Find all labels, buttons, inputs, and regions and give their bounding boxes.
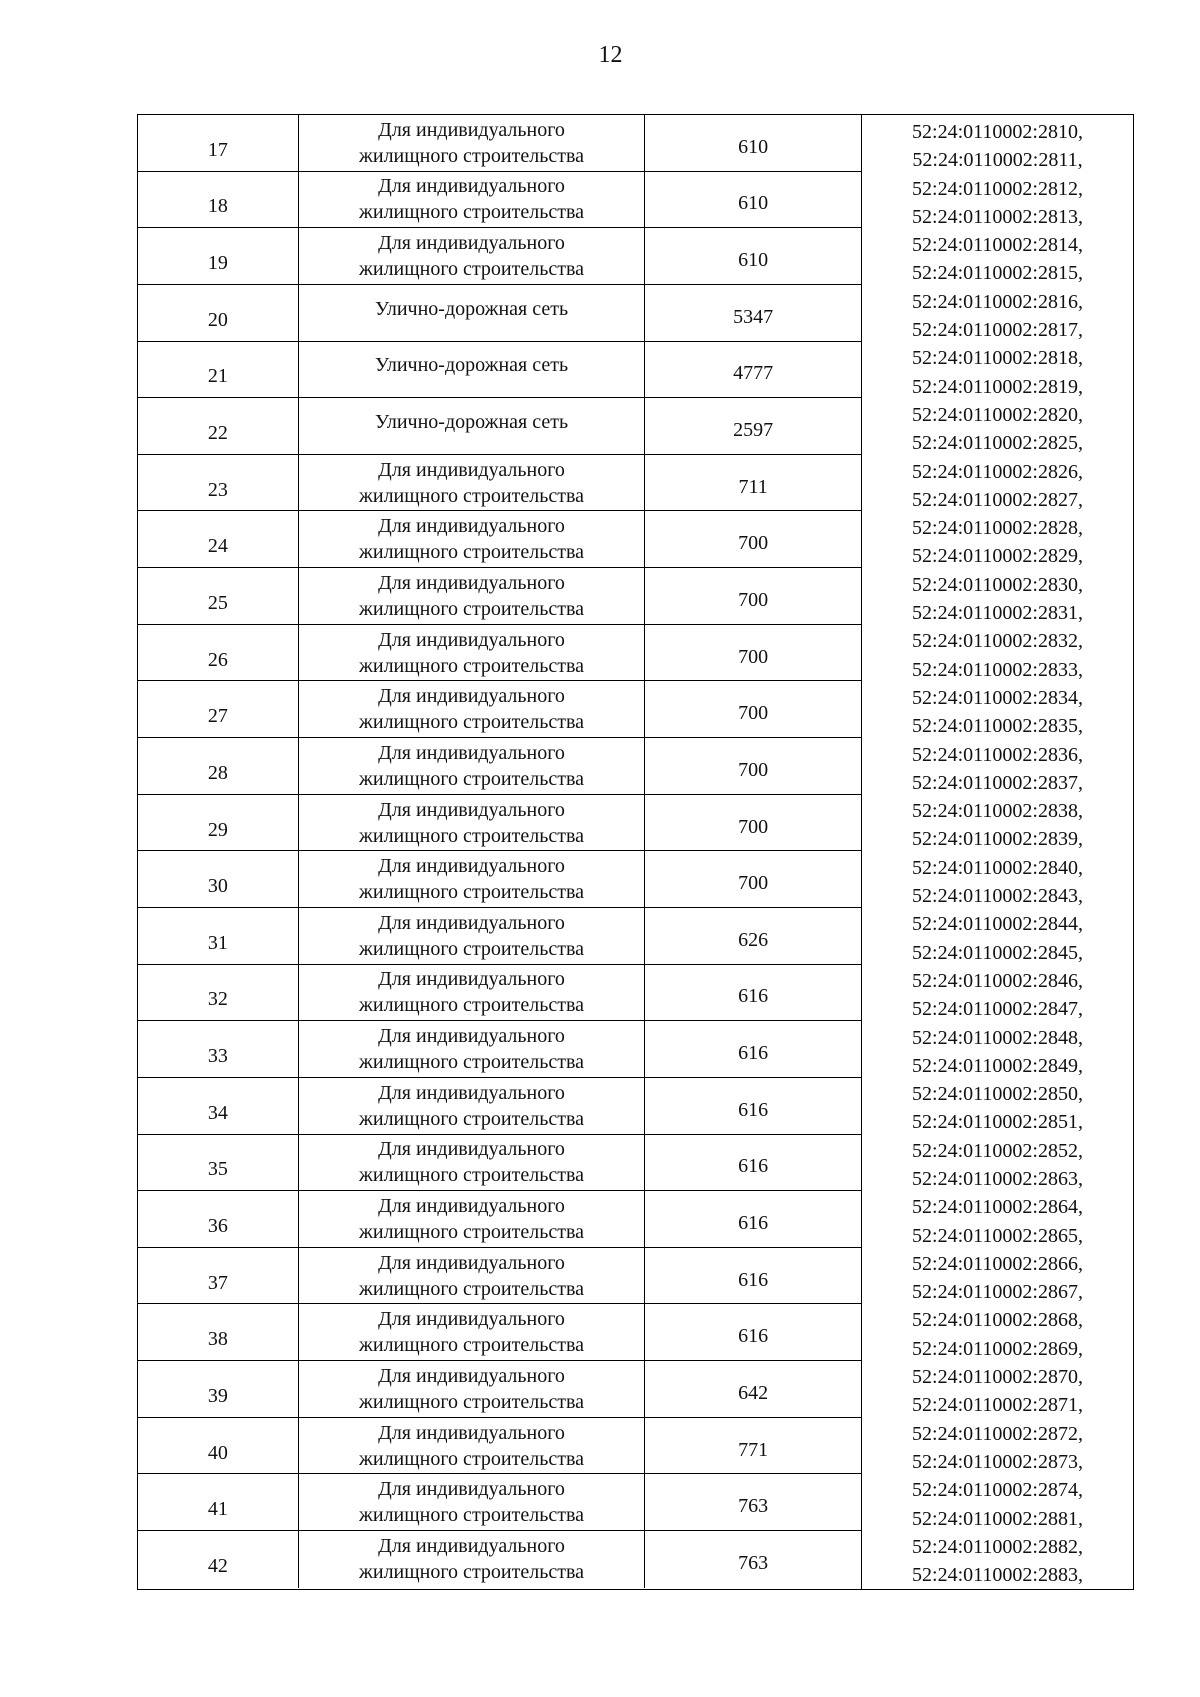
row-number: 37 [138, 1248, 299, 1304]
row-number: 17 [138, 115, 299, 171]
cadastral-number: 52:24:0110002:2832, [912, 630, 1083, 653]
land-use-line-2: жилищного строительства [359, 937, 585, 960]
table-row [138, 908, 861, 965]
land-use-cell [299, 1078, 646, 1134]
land-use-line-2: жилищного строительства [359, 1051, 585, 1074]
table-row [138, 1474, 861, 1531]
land-use-line-1: Для индивидуального [378, 571, 565, 594]
land-use-line-1: Для индивидуального [378, 1308, 565, 1331]
area-value: 700 [738, 872, 769, 895]
row-number: 24 [138, 511, 299, 567]
table-row [138, 965, 861, 1022]
land-use-cell [299, 625, 646, 681]
cadastral-number: 52:24:0110002:2867, [912, 1281, 1083, 1304]
row-number: 32 [138, 965, 299, 1021]
land-use-cell [299, 568, 646, 624]
land-use-cell [299, 455, 646, 511]
cadastral-number: 52:24:0110002:2847, [912, 998, 1083, 1021]
land-use-cell [299, 398, 646, 454]
row-number: 35 [138, 1135, 299, 1191]
land-use-cell [299, 965, 646, 1021]
cadastral-number: 52:24:0110002:2810, [912, 121, 1083, 143]
row-number: 31 [138, 908, 299, 964]
land-use-line-2: жилищного строительства [359, 1220, 585, 1243]
cadastral-number: 52:24:0110002:2811, [912, 149, 1083, 172]
land-use-cell [299, 1531, 646, 1588]
land-use-cell [299, 1304, 646, 1360]
cadastral-number: 52:24:0110002:2830, [912, 573, 1083, 596]
land-use-cell [299, 115, 646, 171]
row-number: 40 [138, 1418, 299, 1474]
area-value: 616 [738, 1155, 769, 1178]
land-use-line-1: Для индивидуального [378, 741, 565, 764]
table-row [138, 1418, 861, 1475]
land-use-line-2: жилищного строительства [359, 767, 585, 790]
cadastral-number: 52:24:0110002:2848, [912, 1026, 1083, 1049]
land-use-line-2: жилищного строительства [359, 597, 585, 620]
page-number: 12 [598, 42, 623, 68]
land-use-line-1: Для индивидуального [378, 458, 565, 481]
cadastral-number: 52:24:0110002:2871, [912, 1394, 1083, 1417]
cadastral-number: 52:24:0110002:2866, [912, 1252, 1083, 1275]
row-number: 18 [138, 172, 299, 228]
land-use-cell [299, 738, 646, 794]
parcel-rows [138, 115, 862, 1589]
area-value: 616 [738, 1325, 769, 1348]
land-use-line-1: Улично-дорожная сеть [374, 411, 569, 434]
table-row [138, 625, 861, 682]
cadastral-number: 52:24:0110002:2833, [912, 658, 1083, 681]
table-row [138, 342, 861, 399]
cadastral-number: 52:24:0110002:2839, [912, 828, 1083, 851]
area-value: 616 [738, 1098, 769, 1121]
cadastral-number: 52:24:0110002:2814, [912, 234, 1083, 257]
row-number: 36 [138, 1191, 299, 1247]
land-use-cell [299, 1135, 646, 1191]
cadastral-number: 52:24:0110002:2845, [912, 941, 1083, 964]
land-use-cell [299, 228, 646, 284]
row-number: 19 [138, 228, 299, 284]
table-row [138, 1191, 861, 1248]
row-number: 33 [138, 1021, 299, 1077]
land-use-line-1: Для индивидуального [378, 855, 565, 878]
cadastral-number: 52:24:0110002:2825, [912, 432, 1083, 455]
table-row [138, 1248, 861, 1305]
table-row [138, 1078, 861, 1135]
area-value: 2597 [733, 419, 774, 442]
land-use-line-2: жилищного строительства [359, 824, 585, 847]
cadastral-number: 52:24:0110002:2812, [912, 177, 1083, 200]
area-value: 771 [738, 1438, 769, 1461]
cadastral-number: 52:24:0110002:2868, [912, 1309, 1083, 1332]
land-use-line-2: жилищного строительства [359, 1277, 585, 1300]
area-value: 610 [738, 192, 769, 215]
land-use-line-1: Для индивидуального [378, 1421, 565, 1444]
row-number: 26 [138, 625, 299, 681]
area-value: 5347 [733, 305, 774, 328]
area-value: 610 [738, 135, 769, 158]
table-row [138, 795, 861, 852]
cadastral-number: 52:24:0110002:2852, [912, 1139, 1083, 1162]
land-use-line-2: жилищного строительства [359, 881, 585, 904]
cadastral-number: 52:24:0110002:2872, [912, 1422, 1083, 1445]
land-use-line-1: Для индивидуального [378, 1194, 565, 1217]
land-use-line-1: Для индивидуального [378, 685, 565, 708]
cadastral-number: 52:24:0110002:2882, [912, 1535, 1083, 1558]
cadastral-number: 52:24:0110002:2846, [912, 969, 1083, 992]
table-row [138, 1304, 861, 1361]
land-use-cell [299, 1474, 646, 1530]
area-value: 711 [738, 475, 768, 498]
land-use-line-1: Для индивидуального [378, 1081, 565, 1104]
land-use-line-1: Для индивидуального [378, 515, 565, 538]
cadastral-number: 52:24:0110002:2834, [912, 686, 1083, 709]
land-use-line-1: Для индивидуального [378, 628, 565, 651]
cadastral-number: 52:24:0110002:2851, [912, 1111, 1083, 1134]
land-use-cell [299, 1021, 646, 1077]
cadastral-number: 52:24:0110002:2850, [912, 1083, 1083, 1106]
cadastral-number: 52:24:0110002:2826, [912, 460, 1083, 483]
land-use-line-1: Для индивидуального [378, 968, 565, 991]
land-use-line-1: Для индивидуального [378, 798, 565, 821]
cadastral-number: 52:24:0110002:2838, [912, 800, 1083, 823]
land-use-cell [299, 908, 646, 964]
land-use-line-1: Для индивидуального [378, 911, 565, 934]
row-number: 30 [138, 851, 299, 907]
area-value: 616 [738, 1042, 769, 1065]
cadastral-number: 52:24:0110002:2874, [912, 1479, 1083, 1502]
cadastral-number: 52:24:0110002:2869, [912, 1337, 1083, 1360]
cadastral-number: 52:24:0110002:2820, [912, 403, 1083, 426]
cadastral-number: 52:24:0110002:2844, [912, 913, 1083, 936]
land-use-line-2: жилищного строительства [359, 1390, 585, 1413]
cadastral-number: 52:24:0110002:2835, [912, 715, 1083, 738]
area-value: 700 [738, 588, 769, 611]
table-row [138, 228, 861, 285]
table-row [138, 851, 861, 908]
cadastral-number: 52:24:0110002:2816, [912, 290, 1083, 313]
area-value: 763 [738, 1552, 769, 1575]
cadastral-number: 52:24:0110002:2883, [912, 1564, 1083, 1587]
area-value: 700 [738, 532, 769, 555]
land-use-line-1: Для индивидуального [378, 1535, 565, 1558]
row-number: 34 [138, 1078, 299, 1134]
table-row [138, 398, 861, 455]
table-row [138, 738, 861, 795]
cadastral-number: 52:24:0110002:2819, [912, 375, 1083, 398]
table-row [138, 115, 861, 172]
cadastral-number: 52:24:0110002:2815, [912, 262, 1083, 285]
area-value: 700 [738, 702, 769, 725]
area-value: 700 [738, 815, 769, 838]
table-row [138, 1135, 861, 1192]
land-use-cell [299, 1418, 646, 1474]
land-use-cell [299, 851, 646, 907]
table-row [138, 1021, 861, 1078]
cadastral-number: 52:24:0110002:2864, [912, 1196, 1083, 1219]
land-use-line-2: жилищного строительства [359, 1504, 585, 1527]
area-value: 610 [738, 249, 769, 272]
cadastral-number: 52:24:0110002:2849, [912, 1054, 1083, 1077]
land-use-cell [299, 795, 646, 851]
land-use-line-1: Для индивидуального [378, 232, 565, 255]
row-number: 28 [138, 738, 299, 794]
land-use-cell [299, 342, 646, 398]
land-use-line-2: жилищного строительства [359, 994, 585, 1017]
cadastral-number-list [862, 115, 1133, 1589]
cadastral-number: 52:24:0110002:2840, [912, 856, 1083, 879]
land-use-line-2: жилищного строительства [359, 541, 585, 564]
land-use-line-2: жилищного строительства [359, 1107, 585, 1130]
land-use-line-2: жилищного строительства [359, 201, 585, 224]
land-use-line-2: жилищного строительства [359, 258, 585, 281]
cadastral-number: 52:24:0110002:2881, [912, 1507, 1083, 1530]
land-use-line-1: Для индивидуального [378, 1138, 565, 1161]
land-use-line-2: жилищного строительства [359, 654, 585, 677]
cadastral-number: 52:24:0110002:2873, [912, 1450, 1083, 1473]
table-row [138, 455, 861, 512]
row-number: 42 [138, 1531, 299, 1588]
land-use-cell [299, 681, 646, 737]
row-number: 22 [138, 398, 299, 454]
cadastral-number: 52:24:0110002:2837, [912, 771, 1083, 794]
land-use-line-2: жилищного строительства [359, 144, 585, 167]
land-use-line-2: жилищного строительства [359, 711, 585, 734]
area-value: 700 [738, 758, 769, 781]
area-value: 616 [738, 985, 769, 1008]
table-row [138, 1531, 861, 1588]
land-use-line-2: жилищного строительства [359, 1561, 585, 1584]
area-value: 616 [738, 1211, 769, 1234]
table-row [138, 285, 861, 342]
cadastral-number: 52:24:0110002:2817, [912, 319, 1083, 342]
land-use-cell [299, 1248, 646, 1304]
area-value: 763 [738, 1495, 769, 1518]
table-row [138, 511, 861, 568]
land-use-cell [299, 1361, 646, 1417]
cadastral-number: 52:24:0110002:2836, [912, 743, 1083, 766]
row-number: 21 [138, 342, 299, 398]
land-use-line-2: жилищного строительства [359, 484, 585, 507]
land-use-cell [299, 1191, 646, 1247]
land-use-line-1: Для индивидуального [378, 118, 565, 141]
land-use-line-1: Для индивидуального [378, 1025, 565, 1048]
parcel-table [137, 114, 1134, 1590]
area-value: 616 [738, 1268, 769, 1291]
cadastral-number: 52:24:0110002:2863, [912, 1167, 1083, 1190]
row-number: 27 [138, 681, 299, 737]
cadastral-number: 52:24:0110002:2870, [912, 1366, 1083, 1389]
cadastral-number: 52:24:0110002:2865, [912, 1224, 1083, 1247]
area-value: 700 [738, 645, 769, 668]
land-use-line-1: Для индивидуального [378, 1251, 565, 1274]
cadastral-number: 52:24:0110002:2827, [912, 488, 1083, 511]
land-use-cell [299, 172, 646, 228]
land-use-cell [299, 285, 646, 341]
land-use-line-1: Улично-дорожная сеть [374, 354, 569, 377]
area-value: 642 [738, 1381, 769, 1404]
area-value: 626 [738, 928, 769, 951]
cadastral-number: 52:24:0110002:2813, [912, 205, 1083, 228]
table-row [138, 681, 861, 738]
row-number: 23 [138, 455, 299, 511]
table-row [138, 568, 861, 625]
row-number: 25 [138, 568, 299, 624]
cadastral-number: 52:24:0110002:2829, [912, 545, 1083, 568]
table-row [138, 172, 861, 229]
table-row [138, 1361, 861, 1418]
land-use-line-1: Для индивидуального [378, 1478, 565, 1501]
row-number: 41 [138, 1474, 299, 1530]
land-use-line-1: Для индивидуального [378, 1364, 565, 1387]
land-use-line-1: Для индивидуального [378, 175, 565, 198]
cadastral-number: 52:24:0110002:2843, [912, 885, 1083, 908]
land-use-cell [299, 511, 646, 567]
cadastral-number: 52:24:0110002:2828, [912, 517, 1083, 540]
cadastral-number: 52:24:0110002:2831, [912, 602, 1083, 625]
row-number: 20 [138, 285, 299, 341]
land-use-line-2: жилищного строительства [359, 1334, 585, 1357]
row-number: 29 [138, 795, 299, 851]
land-use-line-1: Улично-дорожная сеть [374, 297, 569, 320]
row-number: 39 [138, 1361, 299, 1417]
area-value: 4777 [733, 362, 774, 385]
land-use-line-2: жилищного строительства [359, 1164, 585, 1187]
row-number: 38 [138, 1304, 299, 1360]
land-use-line-2: жилищного строительства [359, 1447, 585, 1470]
cadastral-number: 52:24:0110002:2818, [912, 347, 1083, 370]
